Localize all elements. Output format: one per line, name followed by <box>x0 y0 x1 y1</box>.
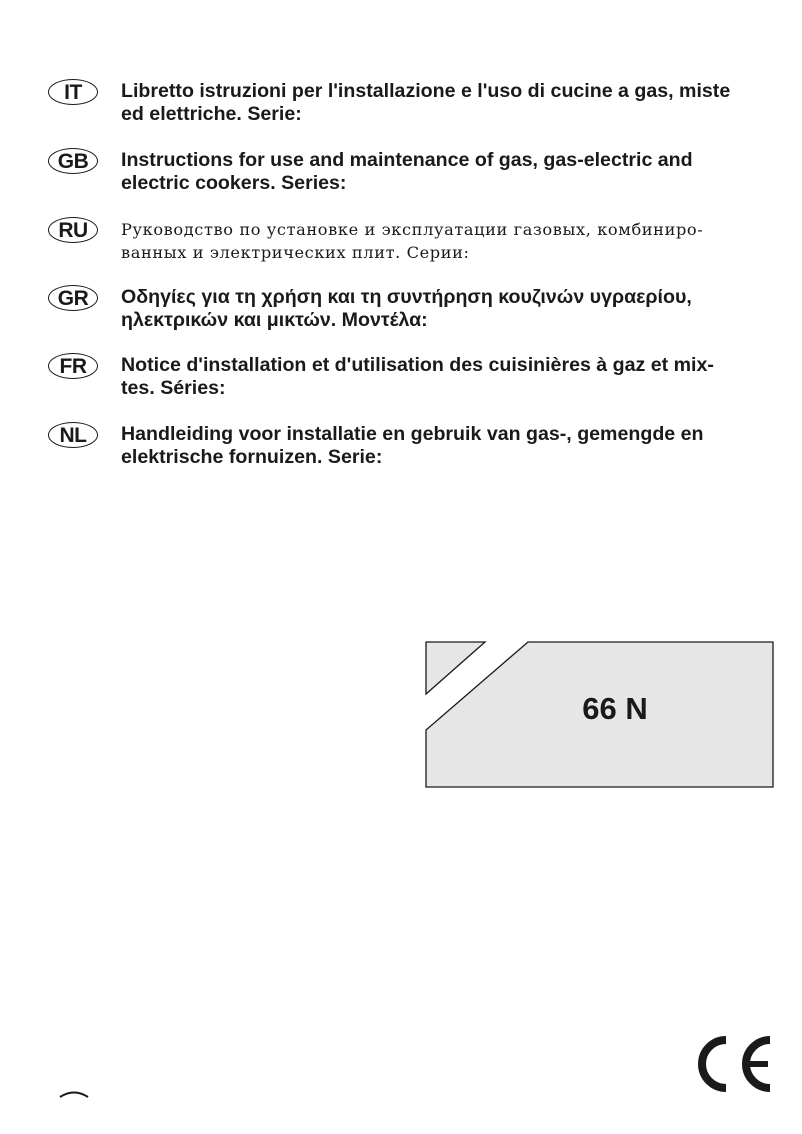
lang-title-ru: Руководство по установке и эксплуатации газовых, комбиниро- ванных и электрических плит. Серии: <box>121 220 704 262</box>
model-number: 66 N <box>582 691 648 726</box>
lang-badge-ru: RU <box>48 217 98 243</box>
lang-title-nl: Handleiding voor installatie en gebruik van gas-, gemengde en elektrische fornuizen. Serie: <box>121 423 704 468</box>
lang-title-fr: Notice d'installation et d'utilisation des cuisinières à gaz et mix- tes. Séries: <box>121 354 714 399</box>
lang-block-ru <box>48 218 796 264</box>
lang-title-it: Libretto istruzioni per l'installazione e l'uso di cucine a gas, miste ed elettriche. Serie: <box>121 80 731 125</box>
lang-block-it <box>48 80 796 126</box>
lang-block-gb <box>48 149 796 195</box>
ce-mark-logo <box>690 1034 776 1094</box>
lang-block-nl <box>48 423 796 469</box>
lang-block-fr <box>48 354 796 400</box>
lang-badge-fr: FR <box>48 353 98 379</box>
lang-block-gr <box>48 286 796 332</box>
lang-badge-it: IT <box>48 79 98 105</box>
lang-badge-nl: NL <box>48 422 98 448</box>
lang-badge-gb: GB <box>48 148 98 174</box>
lang-title-gr: Οδηγίες για τη χρήση και τη συντήρηση κουζινών υγραερίου, ηλεκτρικών και μικτών. Μοντέλα: <box>121 286 692 331</box>
bottom-decorative-arc <box>58 1090 90 1098</box>
lang-badge-gr: GR <box>48 285 98 311</box>
model-label-box <box>425 641 775 789</box>
lang-title-gb: Instructions for use and maintenance of gas, gas-electric and electric cookers. Series: <box>121 149 693 194</box>
ce-mark-c <box>702 1040 726 1088</box>
